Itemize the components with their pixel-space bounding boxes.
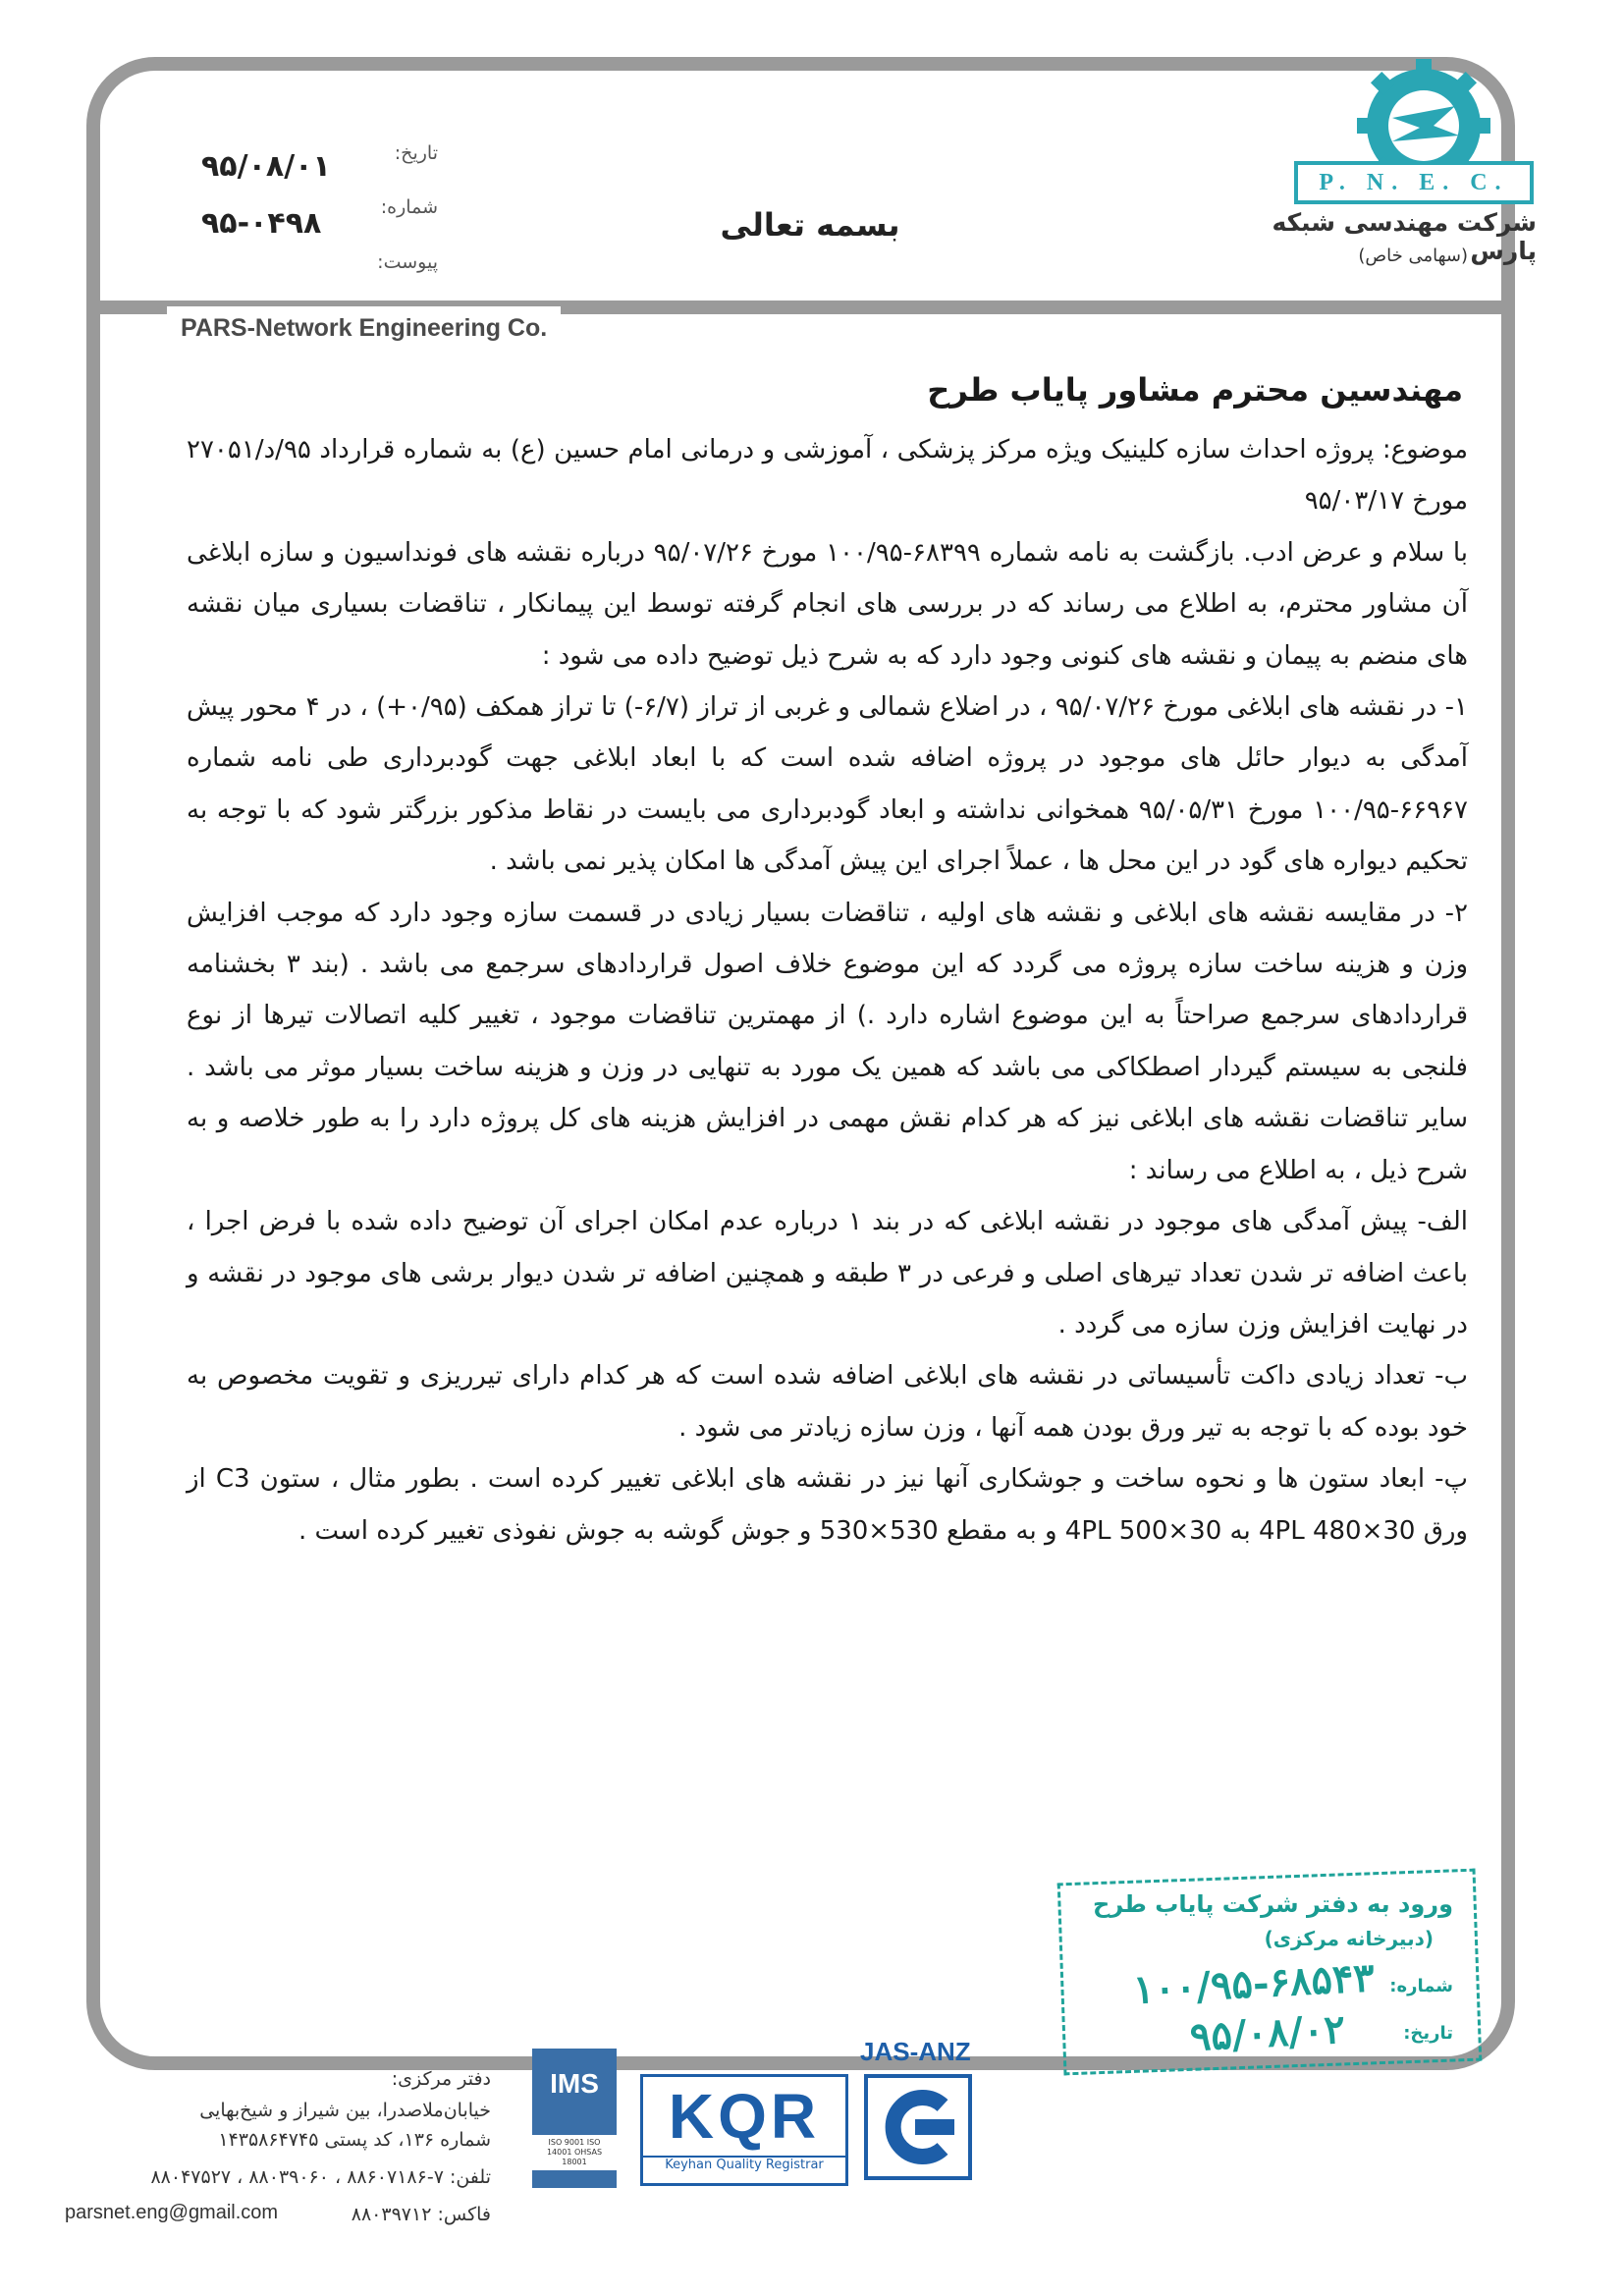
stamp-date-value: ۹۵/۰۸/۰۲ xyxy=(1188,2005,1347,2061)
address-line2: شماره ۱۳۶، کد پستی ۱۴۳۵۸۶۴۷۴۵ xyxy=(218,2129,491,2151)
ims-standards: ISO 9001 ISO 14001 OHSAS 18001 xyxy=(532,2135,617,2170)
letter-body xyxy=(187,424,1468,1557)
stamp-date-label: تاریخ: xyxy=(1403,2023,1453,2044)
phone-numbers: تلفن: ۷-۸۸۶۰۷۱۸۶ ، ۸۸۰۳۹۰۶۰ ، ۸۸۰۴۷۵۲۷ xyxy=(150,2166,491,2188)
body-paragraph: ۱- در نقشه های ابلاغی مورخ ۹۵/۰۷/۲۶ ، در اضلاع شمالی و غربی از تراز (۶/۷-) تا تراز همکف (۰/۹۵+) ، در ۴ محور پیش آمدگی به دیوار حائل های موجود در پروژه اضافه شده است که با ابعاد ابلاغی جهت گودبرداری طی نامه شماره ۶۶۹۶۷-۱۰۰/۹۵ مورخ ۹۵/۰۵/۳۱ همخوانی نداشته و ابعاد گودبرداری می بایست در نقاط مذکور بزرگتر شود که با توجه به تحکیم دیواره های گود در این محل ها ، عملاً اجرای این پیش آمدگی ها امکان پذیر نمی باشد . xyxy=(187,692,1468,877)
stamp-number-label: شماره: xyxy=(1389,1976,1453,1996)
body-paragraph: الف- پیش آمدگی های موجود در نقشه ابلاغی که در بند ۱ درباره عدم امکان اجرای آن توضیح داده شده با فرض اجرا ، باعث اضافه تر شدن تعداد تیرهای اصلی و فرعی در ۳ طبقه و همچنین اضافه تر شدن دیوار برشی های موجود در نقشه و در نهایت افزایش وزن سازه می گردد . xyxy=(187,1207,1468,1339)
kqr-label: KQR xyxy=(668,2081,821,2152)
kqr-registrar: Keyhan Quality Registrar xyxy=(643,2156,845,2172)
body-paragraph: ۲- در مقایسه نقشه های ابلاغی و نقشه های اولیه ، تناقضات بسیار زیادی در قسمت سازه وجود دارد که موجب افزایش وزن و هزینه ساخت سازه پروژه می گردد که این موضوع خلاف اصول قراردادهای سرجمع می باشد . (بند ۳ بخشنامه قراردادهای سرجمع صراحتاً به این موضوع اشاره دارد .) از مهمترین تناقضات موجود ، تغییر کلیه اتصالات تیرها از نوع فلنجی به سیستم گیردار اصطکاکی می باشد که همین یک مورد به تنهایی در وزن و هزینه ساخت بسیار موثر می باشد . سایر تناقضات نقشه های ابلاغی نیز که هر کدام نقش مهمی در افزایش هزینه های کل پروژه دارد را به طور خلاصه و به شرح ذیل ، به اطلاع می رساند : xyxy=(187,898,1468,1185)
basmala: بسمه تعالی xyxy=(720,206,900,244)
fax-number: فاکس: ۸۸۰۳۹۷۱۲ xyxy=(351,2204,491,2225)
jasanz-label: JAS-ANZ xyxy=(860,2037,971,2066)
body-paragraph: پ- ابعاد ستون ها و نحوه ساخت و جوشکاری آنها نیز در نقشه های ابلاغی تغییر کرده است . بطور مثال ، ستون C3 از ورق 4PL 480×30 به 4PL 500×30 و به مقطع 530×530 و جوش گوشه به جوش نفوذی تغییر کرده است . xyxy=(187,1464,1468,1546)
attachment-label: پیوست: xyxy=(377,251,438,273)
company-name-en: PARS-Network Engineering Co. xyxy=(167,306,561,350)
jasanz-logo xyxy=(864,2074,972,2180)
office-label: دفتر مرکزی: xyxy=(391,2068,491,2090)
ims-label: IMS xyxy=(550,2068,599,2099)
stamp-line1: ورود به دفتر شرکت پایاب طرح xyxy=(1093,1890,1453,1918)
jasanz-c-icon xyxy=(868,2078,968,2176)
body-paragraph: با سلام و عرض ادب. بازگشت به نامه شماره ۶۸۳۹۹-۱۰۰/۹۵ مورخ ۹۵/۰۷/۲۶ درباره نقشه های فونداسیون و سازه ابلاغی آن مشاور محترم، به اطلاع می رساند که در بررسی های انجام گرفته توسط این پیمانکار ، تناقضات بسیاری میان نقشه های منضم به پیمان و نقشه های کنونی وجود دارد که به شرح ذیل توضیح داده می شود : xyxy=(187,537,1469,671)
date-label: تاریخ: xyxy=(394,142,438,164)
stamp-number-value: ۱۰۰/۹۵-۶۸۵۴۳ xyxy=(1131,1954,1377,2013)
logo-abbreviation: P. N. E. C. xyxy=(1319,170,1509,195)
company-name-fa: شرکت مهندسی شبکه پارس xyxy=(1272,208,1537,265)
kqr-certificate xyxy=(640,2074,848,2186)
body-paragraph: ب- تعداد زیادی داکت تأسیساتی در نقشه های ابلاغی اضافه شده است که هر کدام دارای تیرریزی و تقویت مخصوص به خود بوده که با توجه به تیر ورق بودن همه آنها ، وزن سازه زیادتر می شود . xyxy=(187,1361,1468,1443)
email-address: parsnet.eng@gmail.com xyxy=(65,2202,279,2223)
address-line1: خیابان‌ملاصدرا، بین شیراز و شیخ‌بهایی xyxy=(199,2100,491,2121)
date-value: ۹۵/۰۸/۰۱ xyxy=(201,149,331,184)
number-label: شماره: xyxy=(380,196,438,218)
recipient: مهندسین محترم مشاور پایاب طرح xyxy=(927,371,1463,409)
ims-certificate xyxy=(532,2049,617,2188)
number-value: ۹۵-۰۴۹۸ xyxy=(201,206,322,241)
stamp-line2: (دبیرخانه مرکزی) xyxy=(1264,1927,1434,1950)
company-type: (سهامی خاص) xyxy=(1358,246,1468,266)
subject-paragraph: موضوع: پروژه احداث سازه کلینیک ویژه مرکز پزشکی ، آموزشی و درمانی امام حسین (ع) به شماره قرارداد ۹۵/د/۲۷۰۵۱ مورخ ۹۵/۰۳/۱۷ xyxy=(187,435,1468,517)
